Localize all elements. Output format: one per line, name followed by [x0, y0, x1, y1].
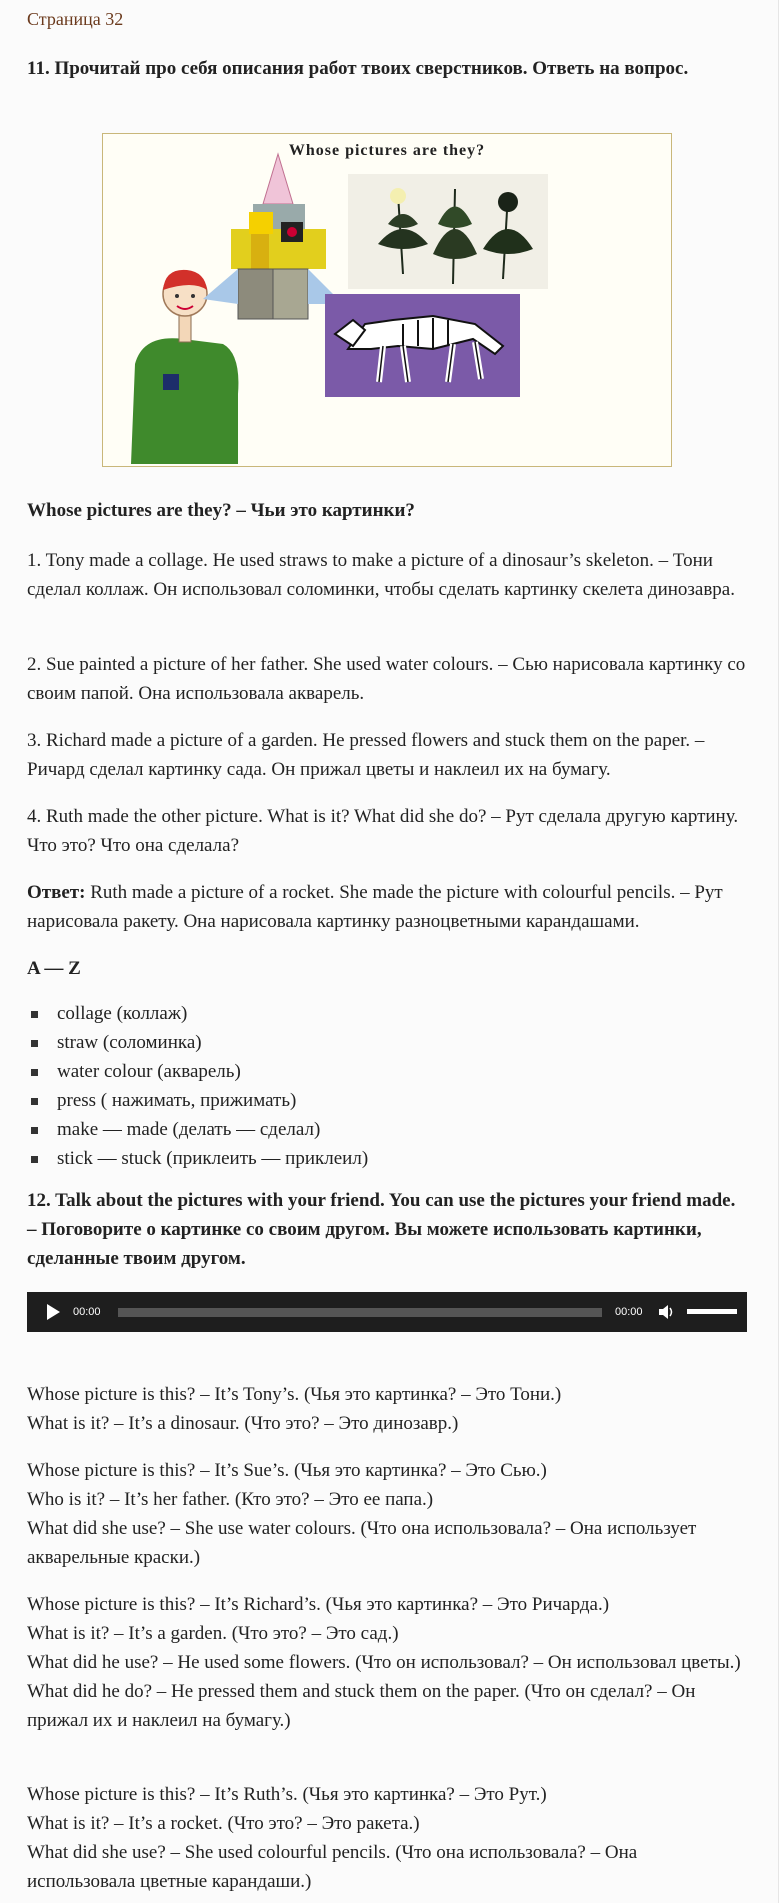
- dialogue-line: What did he do? – He pressed them and stuck them on the paper. (Что он сделал? – Он прижал их и наклеил на бумагу.): [27, 1681, 696, 1731]
- item-1: 1. Tony made a collage. He used straws to make a picture of a dinosaur’s skeleton. – Тони сделал коллаж. Он использовал соломинки, чтобы сделать картинку скелета динозавра.: [27, 550, 735, 600]
- answer-label: Ответ:: [27, 882, 86, 903]
- dialogue-line: What did he use? – He used some flowers. (Что он использовал? – Он использовал цветы.): [27, 1652, 741, 1673]
- item-2: 2. Sue painted a picture of her father. She used water colours. – Сью нарисовала картинку со своим папой. Она использовала акварель.: [27, 654, 746, 704]
- item-3: 3. Richard made a picture of a garden. He pressed flowers and stuck them on the paper. – Ричард сделал картинку сада. Он прижал цветы и наклеил их на бумагу.: [27, 730, 705, 780]
- dialogue-line: What is it? – It’s a dinosaur. (Что это? – Это динозавр.): [27, 1413, 459, 1434]
- garden-drawing: [348, 174, 548, 289]
- vocab-list: [27, 999, 368, 1173]
- vocab-item: straw (соломинка): [27, 1028, 368, 1057]
- dialogue-4: [27, 1780, 747, 1896]
- dialogue-line: What is it? – It’s a rocket. (Что это? – Это ракета.): [27, 1813, 420, 1834]
- duration: 00:00: [615, 1306, 643, 1318]
- dialogue-line: What is it? – It’s a garden. (Что это? – Это сад.): [27, 1623, 399, 1644]
- answer-text: Ruth made a picture of a rocket. She made the picture with colourful pencils. – Рут нарисовала ракету. Она нарисовала картинку разноцветными карандашами.: [27, 882, 723, 932]
- dinosaur-collage: [325, 294, 520, 397]
- dialogue-line: Whose picture is this? – It’s Richard’s. (Чья это картинка? – Это Ричарда.): [27, 1594, 610, 1615]
- page-label: Страница 32: [27, 9, 124, 29]
- dialogue-line: Whose picture is this? – It’s Tony’s. (Чья это картинка? – Это Тони.): [27, 1384, 562, 1405]
- illustration-whose-pictures: [102, 133, 672, 467]
- vocab-item: stick — stuck (приклеить — приклеил): [27, 1144, 368, 1173]
- task-12-heading: 12. Talk about the pictures with your friend. You can use the pictures your friend made. – Поговорите о картинке со своим другом. Вы можете использовать картинки, сделанные твоим другом.: [27, 1190, 736, 1269]
- vocab-item: make — made (делать — сделал): [27, 1115, 368, 1144]
- answer: [27, 878, 747, 936]
- current-time: 00:00: [73, 1306, 101, 1318]
- vocab-item: water colour (акварель): [27, 1057, 368, 1086]
- dialogue-1: [27, 1380, 747, 1438]
- play-icon[interactable]: [47, 1304, 60, 1320]
- dialogue-line: What did she use? – She used colourful pencils. (Что она использовала? – Она использовала цветные карандаши.): [27, 1842, 638, 1892]
- vocab-item: collage (коллаж): [27, 999, 368, 1028]
- rocket-drawing: [203, 154, 343, 319]
- dialogue-line: Whose picture is this? – It’s Sue’s. (Чья это картинка? – Это Сью.): [27, 1460, 547, 1481]
- dialogue-line: Whose picture is this? – It’s Ruth’s. (Чья это картинка? – Это Рут.): [27, 1784, 547, 1805]
- seek-bar[interactable]: [118, 1308, 602, 1317]
- item-4: 4. Ruth made the other picture. What is it? What did she do? – Рут сделала другую картину. Что это? Что она сделала?: [27, 806, 739, 856]
- task-11-subheading: Whose pictures are they? – Чьи это картинки?: [27, 500, 415, 521]
- dialogue-line: Who is it? – It’s her father. (Кто это? – Это ее папа.): [27, 1489, 434, 1510]
- dialogue-2: [27, 1456, 747, 1572]
- volume-slider[interactable]: [687, 1309, 737, 1314]
- figure-title: Whose pictures are they?: [288, 142, 486, 159]
- volume-icon[interactable]: [657, 1303, 675, 1321]
- vocab-item: press ( нажимать, прижимать): [27, 1086, 368, 1115]
- dialogue-3: [27, 1590, 747, 1735]
- audio-player: [27, 1292, 747, 1332]
- task-11-heading: 11. Прочитай про себя описания работ твоих сверстников. Ответь на вопрос.: [27, 58, 689, 79]
- illustration-drawings: [103, 134, 671, 466]
- vocab-heading: A — Z: [27, 958, 81, 979]
- dialogue-line: What did she use? – She use water colours. (Что она использовала? – Она использует акварельные краски.): [27, 1518, 697, 1568]
